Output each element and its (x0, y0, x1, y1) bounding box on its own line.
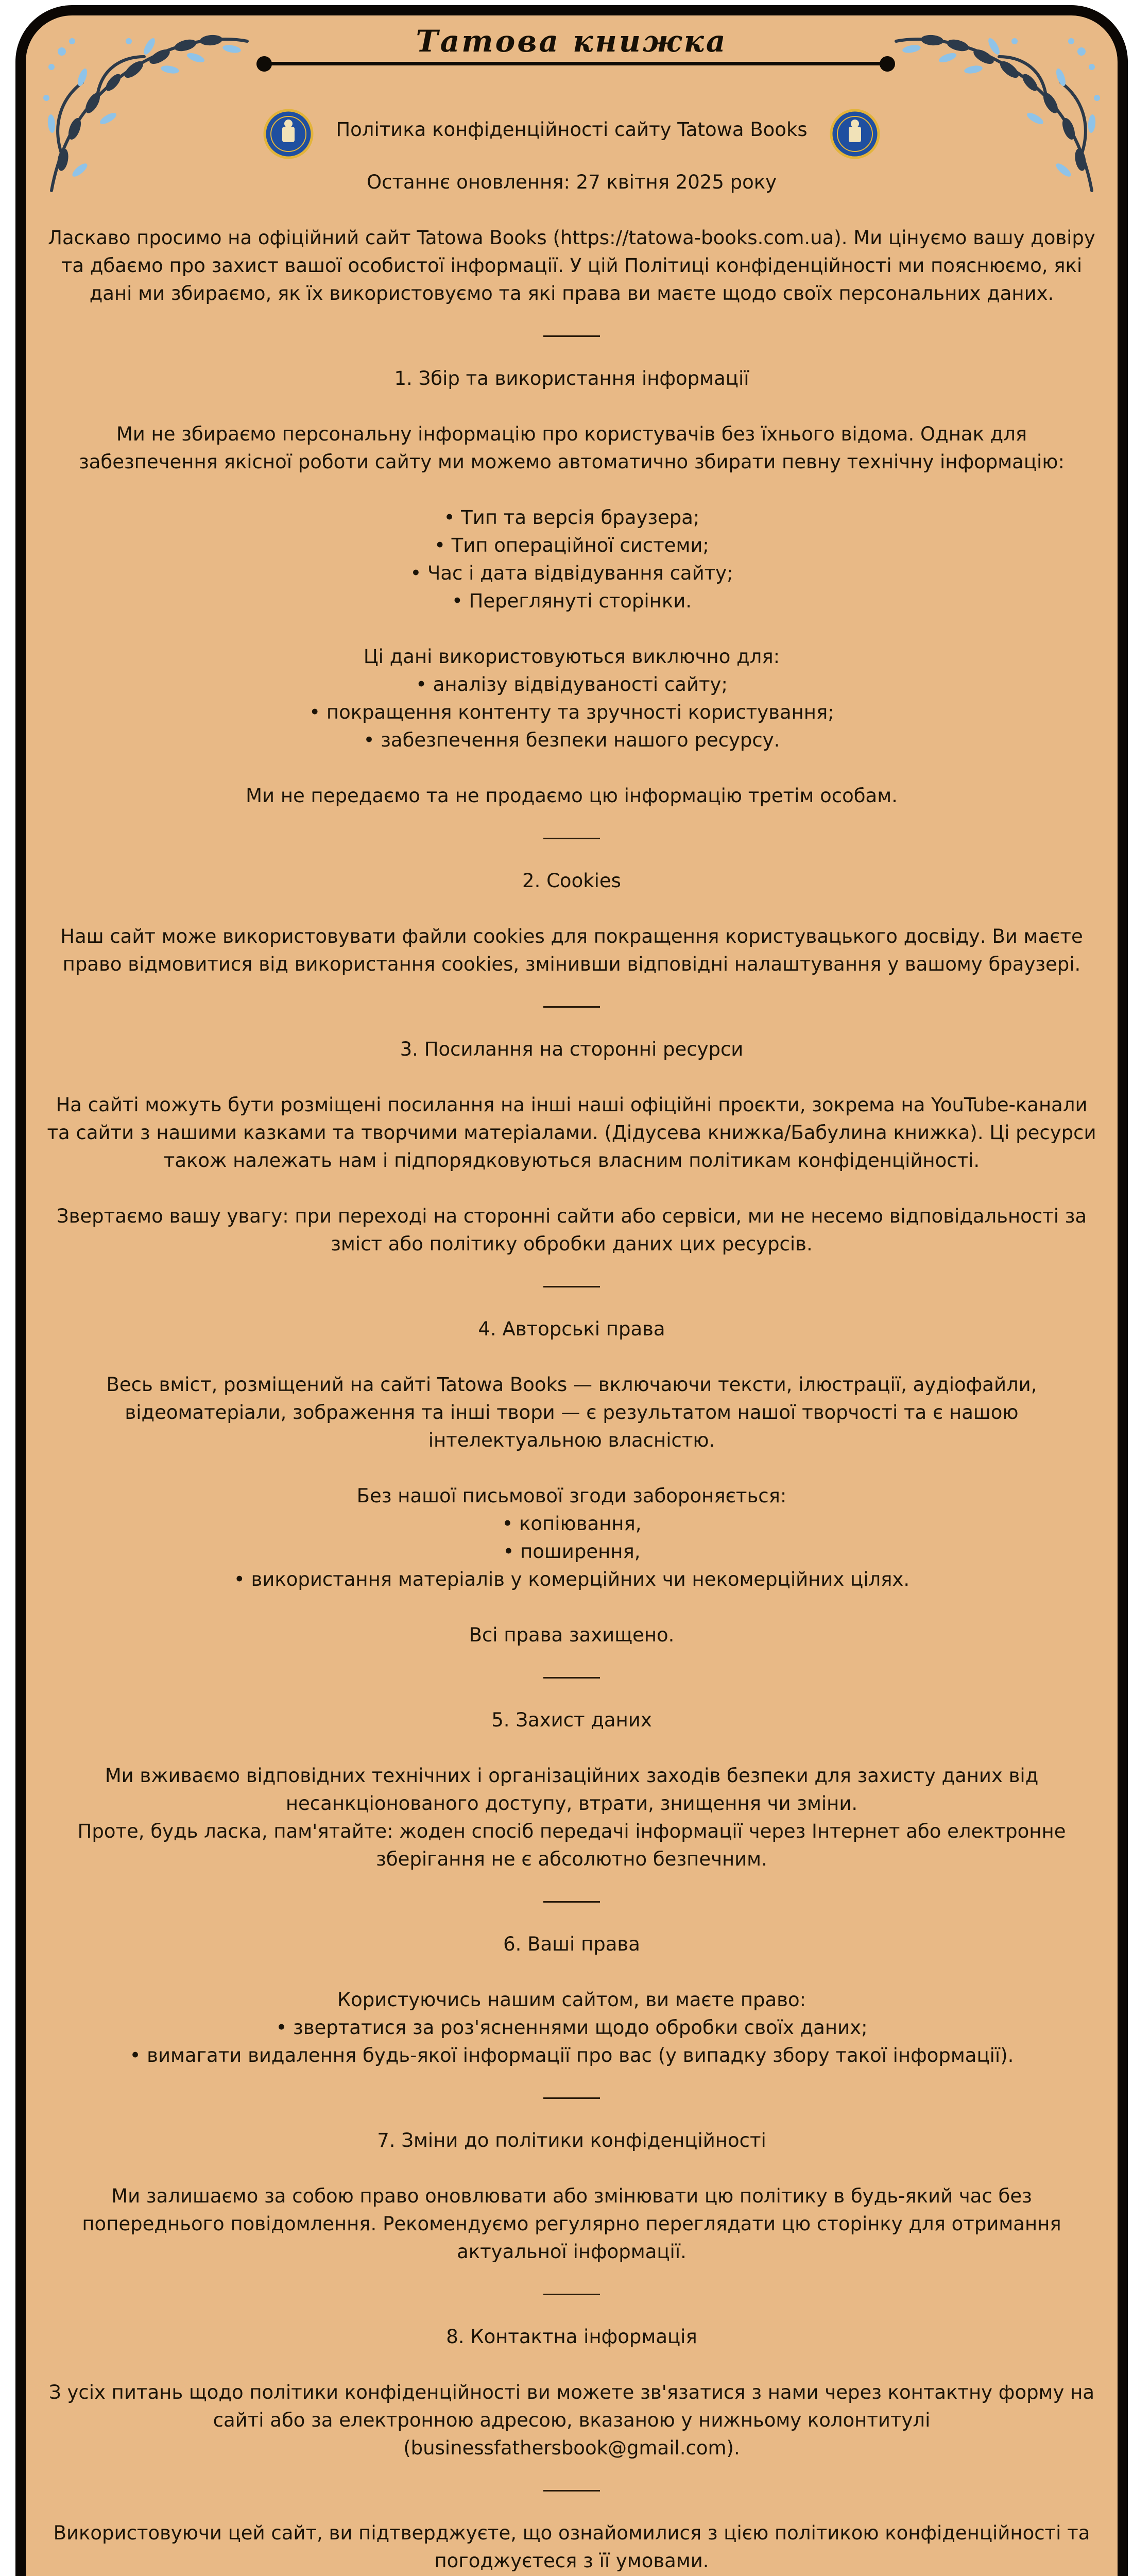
section-divider (543, 2294, 600, 2295)
section-paragraph: З усіх питань щодо політики конфіденційності ви можете зв'язатися з нами через контактну форму на сайті або за електронною адресою, вказаною у нижньому колонтитулі (businessfathersbook@gmail.com). (49, 2381, 1094, 2459)
privacy-policy-content (46, 116, 1097, 2576)
list-item: • забезпечення безпеки нашого ресурсу. (363, 729, 780, 751)
section-paragraph: На сайті можуть бути розміщені посилання на інші наші офіційні проєкти, зокрема на YouTube-канали та сайти з нашими казками та творчими матеріалами. (Дідусева книжка/Бабулина книжка). Ці ресурси також належать нам і підпорядковуються власним політикам конфіденційності. (47, 1094, 1096, 1172)
section-divider (543, 838, 600, 839)
section-paragraph: Звертаємо вашу увагу: при переході на сторонні сайти або сервіси, ми не несемо відповідальності за зміст або політику обробки даних цих ресурсів. (56, 1205, 1087, 1255)
list-item: • використання матеріалів у комерційних чи некомерційних цілях. (233, 1568, 910, 1590)
section-paragraph: Наш сайт може використовувати файли cookies для покращення користувацького досвіду. Ви маєте право відмовитися від використання cookies, змінивши відповідні налаштування у вашому браузері. (60, 925, 1083, 975)
page-title: Політика конфіденційності сайту Tatowa Books (336, 118, 808, 141)
section-paragraph: Ці дані використовуються виключно для: (363, 646, 780, 668)
collected-data-list (46, 504, 1097, 615)
header-divider (268, 62, 886, 65)
last-updated: Останнє оновлення: 27 квітня 2025 року (366, 171, 777, 193)
list-item: • Час і дата відвідування сайту; (410, 562, 733, 584)
page-frame (15, 5, 1128, 2576)
user-rights-list (46, 2014, 1097, 2070)
section-paragraph: Ми не передаємо та не продаємо цю інформацію третім особам. (246, 785, 898, 807)
section-divider (543, 1006, 600, 1008)
site-title[interactable]: Татова книжка (416, 24, 728, 59)
section-divider (543, 2490, 600, 2492)
section-heading: 3. Посилання на сторонні ресурси (400, 1038, 744, 1060)
section-divider (543, 1901, 600, 1903)
data-usage-list (46, 671, 1097, 754)
section-paragraph: Ми вживаємо відповідних технічних і організаційних заходів безпеки для захисту даних від несанкціонованого доступу, втрати, знищення чи зміни. (105, 1765, 1039, 1815)
section-divider (543, 335, 600, 337)
list-item: • звертатися за роз'ясненнями щодо обробки своїх даних; (276, 2016, 868, 2039)
section-paragraph: Ми не збираємо персональну інформацію про користувачів без їхнього відома. Однак для забезпечення якісної роботи сайту ми можемо автоматично збирати певну технічну інформацію: (79, 423, 1065, 473)
section-paragraph: Проте, будь ласка, пам'ятайте: жоден спосіб передачі інформації через Інтернет або електронне зберігання не є абсолютно безпечним. (77, 1820, 1066, 1870)
list-item: • Тип та версія браузера; (443, 506, 700, 529)
list-item: • аналізу відвідуваності сайту; (416, 673, 728, 696)
list-item: • Переглянуті сторінки. (451, 590, 692, 612)
section-heading: 8. Контактна інформація (446, 2326, 697, 2348)
section-divider (543, 2097, 600, 2099)
list-item: • покращення контенту та зручності користування; (309, 701, 834, 723)
section-heading: 4. Авторські права (478, 1318, 665, 1340)
section-paragraph: Весь вміст, розміщений на сайті Tatowa Books — включаючи тексти, ілюстрації, аудіофайли, відеоматеріали, зображення та інші твори — є результатом нашої творчості та є нашою інтелектуальною власністю. (106, 1374, 1037, 1451)
prohibited-actions-list (46, 1510, 1097, 1594)
intro-paragraph: Ласкаво просимо на офіційний сайт Tatowa Books (https://tatowa-books.com.ua). Ми цінуємо вашу довіру та дбаємо про захист вашої особистої інформації. У цій Політиці конфіденційності ми пояснюємо, які дані ми збираємо, як їх використовуємо та які права ви маєте щодо своїх персональних даних. (48, 227, 1095, 304)
list-item: • Тип операційної системи; (434, 534, 709, 556)
site-header (26, 15, 1118, 93)
list-item: • поширення, (503, 1540, 641, 1563)
section-heading: 2. Cookies (522, 870, 621, 892)
section-paragraph: Ми залишаємо за собою право оновлювати або змінювати цю політику в будь-який час без попереднього повідомлення. Рекомендуємо регулярно переглядати цю сторінку для отримання актуальної інформації. (82, 2185, 1061, 2263)
section-paragraph: Користуючись нашим сайтом, ви маєте право: (337, 1989, 806, 2011)
section-divider (543, 1286, 600, 1287)
section-heading: 6. Ваші права (503, 1933, 640, 1955)
section-heading: 1. Збір та використання інформації (394, 367, 749, 389)
closing-paragraph: Використовуючи цей сайт, ви підтверджуєте, що ознайомилися з цією політикою конфіденційності та погоджуєтеся з її умовами. (53, 2522, 1090, 2572)
list-item: • вимагати видалення будь-якої інформації про вас (у випадку збору такої інформації). (129, 2044, 1014, 2066)
section-heading: 7. Зміни до політики конфіденційності (377, 2129, 766, 2151)
list-item: • копіювання, (502, 1513, 642, 1535)
section-paragraph: Всі права захищено. (469, 1624, 675, 1646)
section-heading: 5. Захист даних (491, 1709, 652, 1731)
section-divider (543, 1677, 600, 1679)
section-paragraph: Без нашої письмової згоди забороняється: (356, 1485, 787, 1507)
